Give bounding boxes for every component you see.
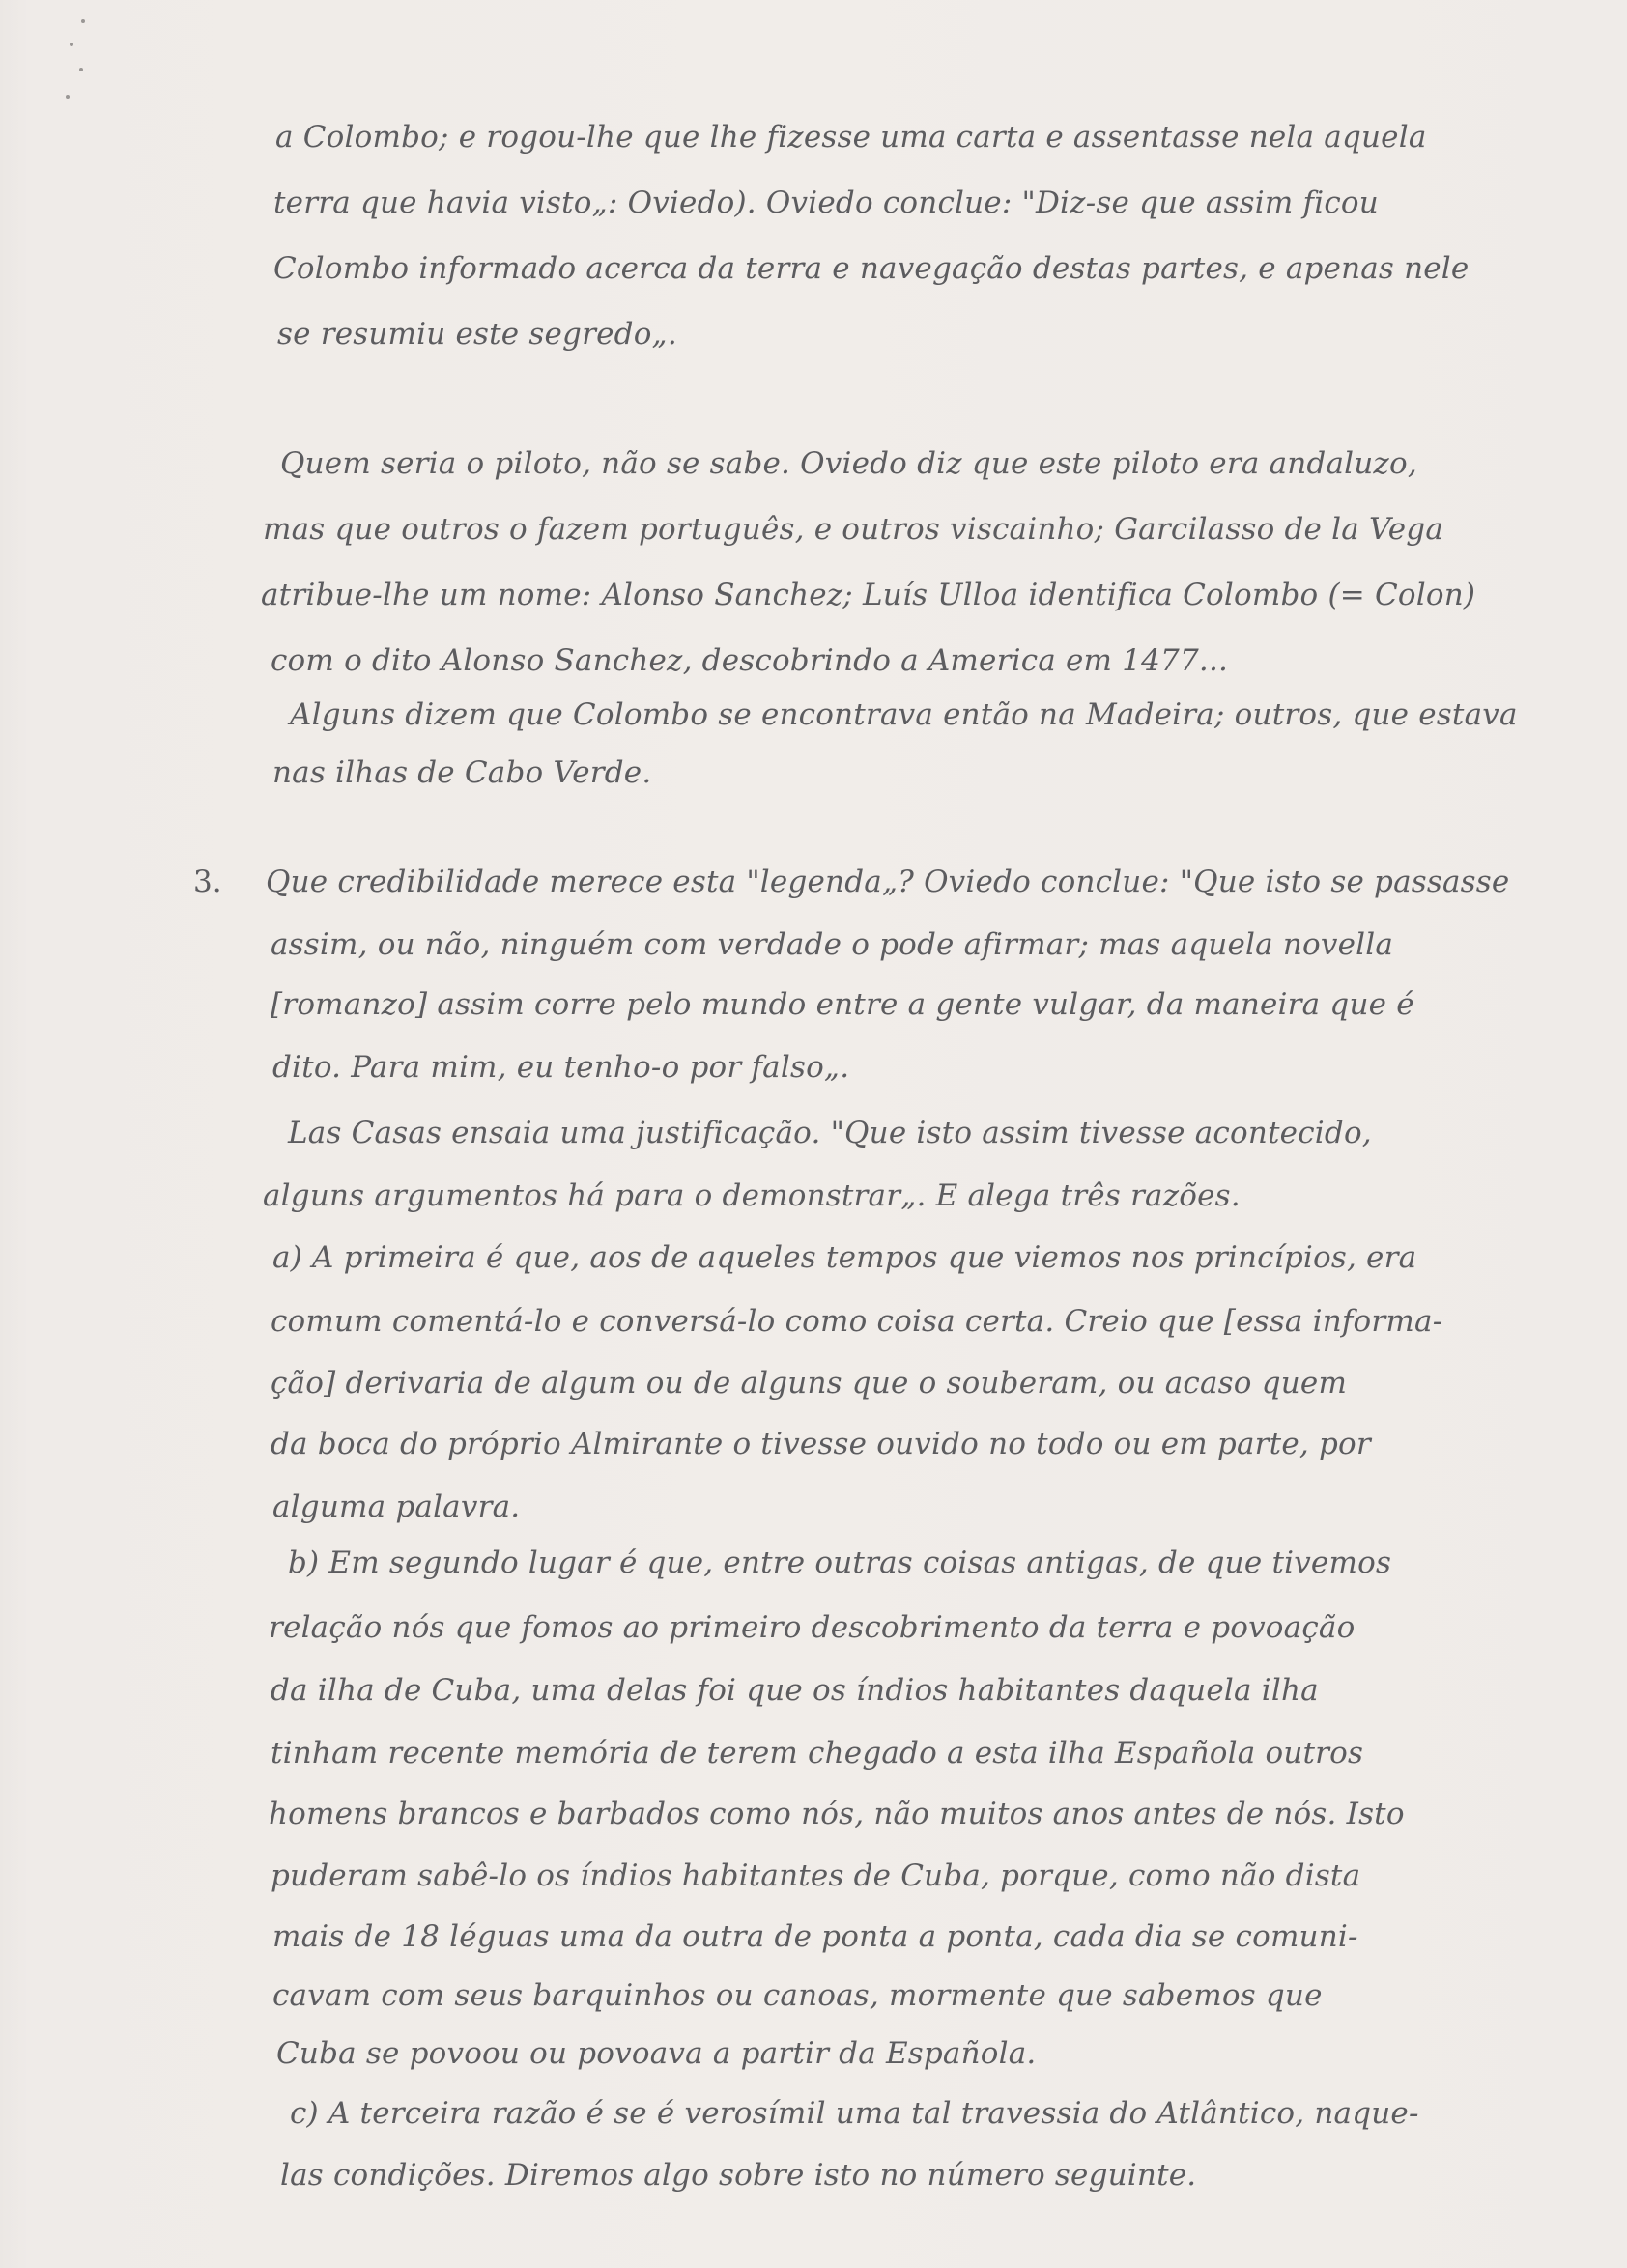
text-line: dito. Para mim, eu tenho-o por falso„. <box>272 1050 850 1085</box>
text-line: a Colombo; e rogou-lhe que lhe fizesse uma carta e assentasse nela aquela <box>275 120 1427 155</box>
text-line: assim, ou não, ninguém com verdade o pode afirmar; mas aquela novella <box>271 927 1394 962</box>
text-line: da ilha de Cuba, uma delas foi que os índios habitantes daquela ilha <box>271 1673 1319 1708</box>
text-line: las condições. Diremos algo sobre isto no número seguinte. <box>280 2158 1197 2193</box>
text-line: alguns argumentos há para o demonstrar„. E alega três razões. <box>263 1178 1241 1213</box>
text-line: tinham recente memória de terem chegado a esta ilha Española outros <box>271 1736 1364 1771</box>
text-line: a) A primeira é que, aos de aqueles tempos que viemos nos princípios, era <box>272 1240 1417 1275</box>
text-line: homens brancos e barbados como nós, não muitos anos antes de nós. Isto <box>269 1797 1405 1831</box>
text-line: se resumiu este segredo„. <box>277 317 677 352</box>
text-line: Las Casas ensaia uma justificação. "Que isto assim tivesse acontecido, <box>288 1116 1372 1150</box>
text-line: Quem seria o piloto, não se sabe. Oviedo diz que este piloto era andaluzo, <box>280 446 1417 481</box>
text-line: nas ilhas de Cabo Verde. <box>272 755 652 790</box>
paper-edge-marks <box>60 15 89 112</box>
text-line: Cuba se povoou ou povoava a partir da Española. <box>276 2036 1037 2071</box>
text-line: terra que havia visto„: Oviedo). Oviedo conclue: "Diz-se que assim ficou <box>273 185 1379 220</box>
text-line: mas que outros o fazem português, e outros viscainho; Garcilasso de la Vega <box>263 512 1444 547</box>
text-line: ção] derivaria de algum ou de alguns que o souberam, ou acaso quem <box>271 1366 1348 1401</box>
text-line: cavam com seus barquinhos ou canoas, mormente que sabemos que <box>272 1978 1323 2013</box>
text-line: mais de 18 léguas uma da outra de ponta a ponta, cada dia se comuni- <box>272 1919 1358 1954</box>
text-line: b) Em segundo lugar é que, entre outras coisas antigas, de que tivemos <box>288 1545 1392 1580</box>
text-line: Que credibilidade merece esta "legenda„? Oviedo conclue: "Que isto se passasse <box>266 865 1510 899</box>
text-line: c) A terceira razão é se é verosímil uma tal travessia do Atlântico, naque- <box>290 2096 1419 2131</box>
text-line: relação nós que fomos ao primeiro descobrimento da terra e povoação <box>269 1610 1356 1645</box>
text-line: com o dito Alonso Sanchez, descobrindo a America em 1477... <box>271 643 1229 678</box>
text-line: da boca do próprio Almirante o tivesse ouvido no todo ou em parte, por <box>271 1427 1371 1461</box>
text-line: atribue-lhe um nome: Alonso Sanchez; Luís Ulloa identifica Colombo (= Colon) <box>261 578 1476 612</box>
text-line: puderam sabê-lo os índios habitantes de Cuba, porque, como não dista <box>271 1858 1361 1893</box>
text-line: [romanzo] assim corre pelo mundo entre a gente vulgar, da maneira que é <box>271 987 1414 1022</box>
section-number: 3. <box>193 865 222 899</box>
text-line: Alguns dizem que Colombo se encontrava então na Madeira; outros, que estava <box>290 697 1518 732</box>
text-line: alguma palavra. <box>272 1489 521 1524</box>
text-line: Colombo informado acerca da terra e navegação destas partes, e apenas nele <box>273 251 1470 286</box>
text-line: comum comentá-lo e conversá-lo como coisa certa. Creio que [essa informa- <box>271 1304 1443 1339</box>
